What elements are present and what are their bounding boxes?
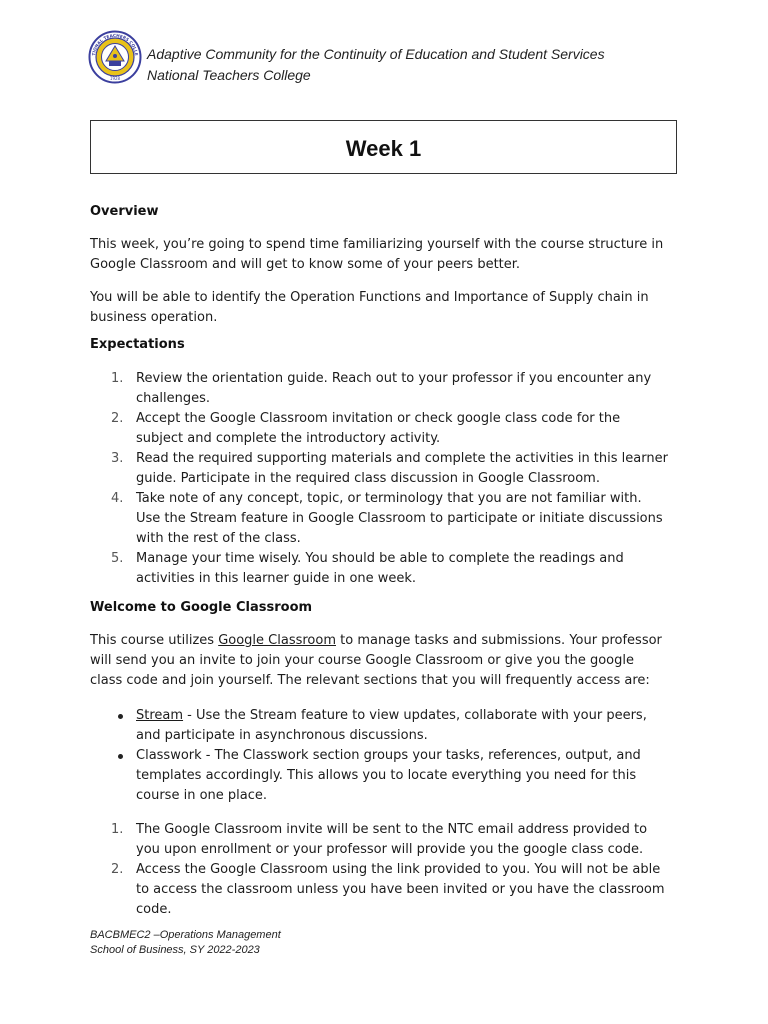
seal-text: TIONAL TEACHERS COLLE [91,32,139,57]
list-item-line: activities in this learner guide in one week. [136,571,417,586]
list-number: 4. [111,491,124,506]
week-title-box [90,120,677,174]
classroom-p-line: will send you an invite to join your course Google Classroom or give you the google [90,653,634,668]
bullet-line: and participate in asynchronous discussions. [136,728,428,743]
bullet-line [136,706,680,726]
header-text [147,44,605,86]
list-item [90,860,680,920]
classroom-p-line [90,631,680,651]
classroom-heading: Welcome to Google Classroom [90,600,313,615]
list-item-line: The Google Classroom invite will be sent to the NTC email address provided to [136,822,648,837]
list-item-line: Accept the Google Classroom invitation or check google class code for the [136,411,621,426]
list-item [90,369,680,409]
classroom-paragraph [90,631,680,691]
list-item [90,449,680,489]
list-number: 1. [111,822,124,837]
list-item-line: you upon enrollment or your professor will provide you the google class code. [136,842,644,857]
expectations-heading: Expectations [90,337,185,352]
bullet-item [90,706,680,746]
overview-p1-line: Google Classroom and will get to know some of your peers better. [90,257,521,272]
list-number: 1. [111,371,124,386]
page-title: Week 1 [345,136,422,161]
bullet-line [136,746,680,766]
bullet-text: - Use the Stream feature to view updates, collaborate with your peers, [183,708,647,723]
list-item-line: Use the Stream feature in Google Classroom to participate or initiate discussions [136,511,663,526]
classroom-sections-list [90,706,680,806]
list-item-line: with the rest of the class. [136,531,301,546]
overview-paragraph-2 [90,288,680,328]
list-item-line: Review the orientation guide. Reach out to your professor if you encounter any [136,371,652,386]
classroom-p-text: This course utilizes [90,633,219,648]
college-seal-logo [88,30,142,84]
bullet-icon [118,754,123,759]
list-number: 2. [111,411,124,426]
footer-course: BACBMEC2 –Operations Management [90,929,281,941]
bullet-item [90,746,680,806]
header-institution-line: Adaptive Community for the Continuity of Education and Student Services [147,46,605,62]
expectations-list [90,369,680,589]
list-item-line: to access the classroom unless you have been invited or you have the classroom [136,882,665,897]
document-header [88,30,688,86]
bullet-icon [118,714,123,719]
footer-school: School of Business, SY 2022-2023 [90,944,260,956]
document-footer [90,928,281,958]
bullet-line: course in one place. [136,788,268,803]
list-item-line: subject and complete the introductory activity. [136,431,441,446]
overview-paragraph-1 [90,235,680,275]
list-item [90,549,680,589]
overview-p2-line: You will be able to identify the Operation Functions and Importance of Supply chain in [90,290,649,305]
list-item-line: Read the required supporting materials and complete the activities in this learner [136,451,668,466]
bullet-text: Classwork - The Classwork section groups your tasks, references, output, and [136,748,641,763]
list-item-line: challenges. [136,391,210,406]
overview-p1-line: This week, you’re going to spend time familiarizing yourself with the course structure in [90,237,664,252]
list-number: 3. [111,451,124,466]
list-item [90,489,680,549]
list-item [90,820,680,860]
stream-link[interactable]: Stream [136,708,184,723]
classroom-p-text: to manage tasks and submissions. Your professor [336,633,662,648]
list-item [90,409,680,449]
overview-p2-line: business operation. [90,310,218,325]
list-item-line: guide. Participate in the required class discussion in Google Classroom. [136,471,600,486]
overview-heading: Overview [90,204,159,219]
list-item-line: Access the Google Classroom using the link provided to you. You will not be able [136,862,661,877]
list-item-line: Take note of any concept, topic, or terminology that you are not familiar with. [136,491,642,506]
bullet-line: templates accordingly. This allows you to locate everything you need for this [136,768,637,783]
list-number: 2. [111,862,124,877]
list-item-line: Manage your time wisely. You should be able to complete the readings and [136,551,624,566]
google-classroom-link[interactable]: Google Classroom [218,633,336,648]
seal-year: 1928 [109,76,121,81]
classroom-p-line: class code and join yourself. The relevant sections that you will frequently access are: [90,673,650,688]
list-item-line: code. [136,902,172,917]
header-college-line: National Teachers College [147,67,311,83]
classroom-steps-list [90,820,680,920]
list-number: 5. [111,551,124,566]
